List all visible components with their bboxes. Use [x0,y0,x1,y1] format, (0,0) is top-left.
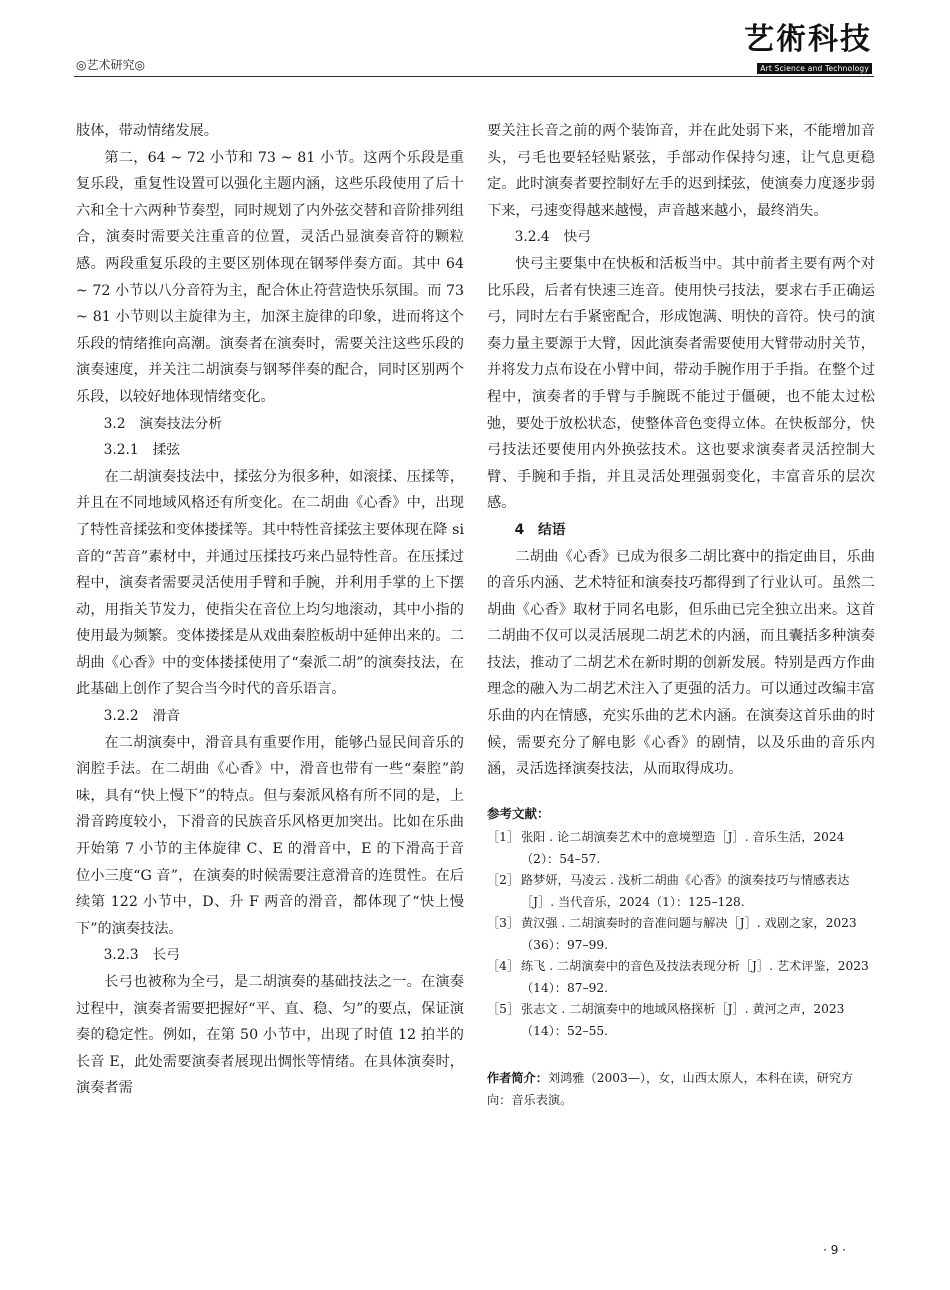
reference-item [487,913,875,956]
header-divider [74,76,874,77]
journal-logo [742,22,872,73]
reference-text: 练飞 . 二胡演奏中的音色及技法表现分析［J］. 艺术评鉴，2023（14）：87–92. [521,959,869,995]
reference-item [487,956,875,999]
paragraph: 肢体，带动情绪发展。 [76,123,218,139]
paragraph: 在二胡演奏技法中，揉弦分为很多种，如滚揉、压揉等，并且在不同地域风格还有所变化。在二胡曲《心香》中，出现了特性音揉弦和变体搂揉等。其中特性音揉弦主要体现在降 si 音的“苦音”素材中，并通过压揉技巧来凸显特性音。在压揉过程中，演奏者需要灵活使用手臂和手腕，并利用手掌的上下摆动，用指关节发力，使指尖在音位上均匀地滚动，其中小指的使用最为频繁。变体搂揉是从戏曲秦腔板胡中延伸出来的。二胡曲《心香》中的变体搂揉使用了“秦派二胡”的演奏技法，在此基础上创作了契合当今时代的音乐语言。 [76,468,464,698]
page-number: · 9 · [823,1243,846,1257]
author-bio-label: 作者简介： [487,1071,548,1086]
reference-text: 张志文 . 二胡演奏中的地域风格探析［J］. 黄河之声，2023（14）：52–55. [521,1002,845,1038]
reference-number: ［5］ [487,1002,520,1017]
reference-text: 路梦妍，马凌云 . 浅析二胡曲《心香》的演奏技巧与情感表达［J］. 当代音乐，2024（1）：125–128. [521,873,850,909]
reference-number: ［3］ [487,916,520,931]
journal-logo-cn: 艺術科技 [744,22,872,57]
author-bio-text: 刘鸿雅（2003—），女，山西太原人，本科在读，研究方向：音乐表演。 [487,1071,854,1107]
section-heading: 4 结语 [514,521,566,538]
reference-text: 张阳 . 论二胡演奏艺术中的意境塑造［J］. 音乐生活，2024（2）：54–57. [521,830,845,866]
reference-item [487,827,875,870]
page-header [74,20,874,82]
reference-number: ［1］ [487,830,520,845]
right-column [487,118,875,1111]
section-heading: 3.2.1 揉弦 [103,442,181,459]
paragraph: 长弓也被称为全弓，是二胡演奏的基础技法之一。在演奏过程中，演奏者需要把握好“平、直、稳、匀”的要点，保证演奏的稳定性。例如，在第 50 小节中，出现了时值 12 拍半的长音 E，此处需要演奏者展现出惆怅等情绪。在具体演奏时，演奏者需 [76,974,464,1097]
section-label: ◎艺术研究◎ [76,58,145,72]
section-heading: 3.2.3 长弓 [103,947,181,964]
section-heading: 3.2 演奏技法分析 [103,415,223,432]
paragraph: 快弓主要集中在快板和活板当中。其中前者主要有两个对比乐段，后者有快速三连音。使用快弓技法，要求右手正确运弓，同时左右手紧密配合，形成饱满、明快的音符。快弓的演奏力量主要源于大臂，因此演奏者需要使用大臂带动肘关节，并将发力点布设在小臂中间，带动手腕作用于手指。在整个过程中，演奏者的手臂与手腕既不能过于僵硬，也不能太过松弛，要处于放松状态，使整体音色变得立体。在快板部分，快弓技法还要使用内外换弦技术。这也要求演奏者灵活控制大臂、手腕和手指，并且灵活处理强弱变化，丰富音乐的层次感。 [487,255,875,512]
paragraph: 在二胡演奏中，滑音具有重要作用，能够凸显民间音乐的润腔手法。在二胡曲《心香》中，滑音也带有一些“秦腔”韵味，具有“快上慢下”的特点。但与秦派风格有所不同的是，上滑音跨度较小，下滑音的民族音乐风格更加突出。比如在乐曲开始第 7 小节的主体旋律 C、E 的滑音中，E 的下滑高于音位小三度“G 音”，在演奏的时候需要注意滑音的连贯性。在后续第 122 小节中，D、升 F 两音的滑音，都体现了“快上慢下”的演奏技法。 [76,734,464,937]
reference-item [487,870,875,913]
section-heading: 3.2.2 滑音 [103,708,181,725]
paragraph: 要关注长音之前的两个装饰音，并在此处弱下来，不能增加音头，弓毛也要轻轻贴紧弦，手部动作保持匀速，让气息更稳定。此时演奏者要控制好左手的迟到揉弦，使演奏力度逐步弱下来，弓速变得越来越慢，声音越来越小，最终消失。 [487,123,875,219]
references [487,803,875,1043]
paragraph: 第二，64 ~ 72 小节和 73 ~ 81 小节。这两个乐段是重复乐段，重复性设置可以强化主题内涵，这些乐段使用了后十六和全十六两种节奏型，同时规划了内外弦交替和音阶排列组合，演奏时需要关注重音的位置，灵活凸显演奏音符的颗粒感。两段重复乐段的主要区别体现在钢琴伴奏方面。其中 64 ~ 72 小节以八分音符为主，配合休止符营造快乐氛围。而 73 ~ 81 小节则以主旋律为主，加深主旋律的印象，进而将这个乐段的情绪推向高潮。演奏者在演奏时，需要关注这些乐段的演奏速度，并关注二胡演奏与钢琴伴奏的配合，同时区别两个乐段，以较好地体现情绪变化。 [76,149,464,405]
author-bio [487,1068,875,1111]
references-list [487,827,875,1042]
paragraph: 二胡曲《心香》已成为很多二胡比赛中的指定曲目，乐曲的音乐内涵、艺术特征和演奏技巧都得到了行业认可。虽然二胡曲《心香》取材于同名电影，但乐曲已完全独立出来。这首二胡曲不仅可以灵活展现二胡艺术的内涵，而且囊括多种演奏技法，推动了二胡艺术在新时期的创新发展。特别是西方作曲理念的融入为二胡艺术注入了更强的活力。可以通过改编丰富乐曲的内在情感，充实乐曲的艺术内涵。在演奏这首乐曲的时候，需要充分了解电影《心香》的剧情，以及乐曲的音乐内涵，灵活选择演奏技法，从而取得成功。 [487,548,875,778]
section-heading: 3.2.4 快弓 [514,229,592,246]
right-column-body [487,118,875,783]
reference-number: ［4］ [487,959,520,974]
reference-text: 黄汉强 . 二胡演奏时的音准问题与解决［J］. 戏剧之家，2023（36）：97–99. [521,916,857,952]
reference-number: ［2］ [487,873,520,888]
references-title: 参考文献： [487,805,550,821]
reference-item [487,999,875,1042]
journal-logo-en: Art Science and Technology [757,63,872,74]
left-column [76,118,464,1102]
